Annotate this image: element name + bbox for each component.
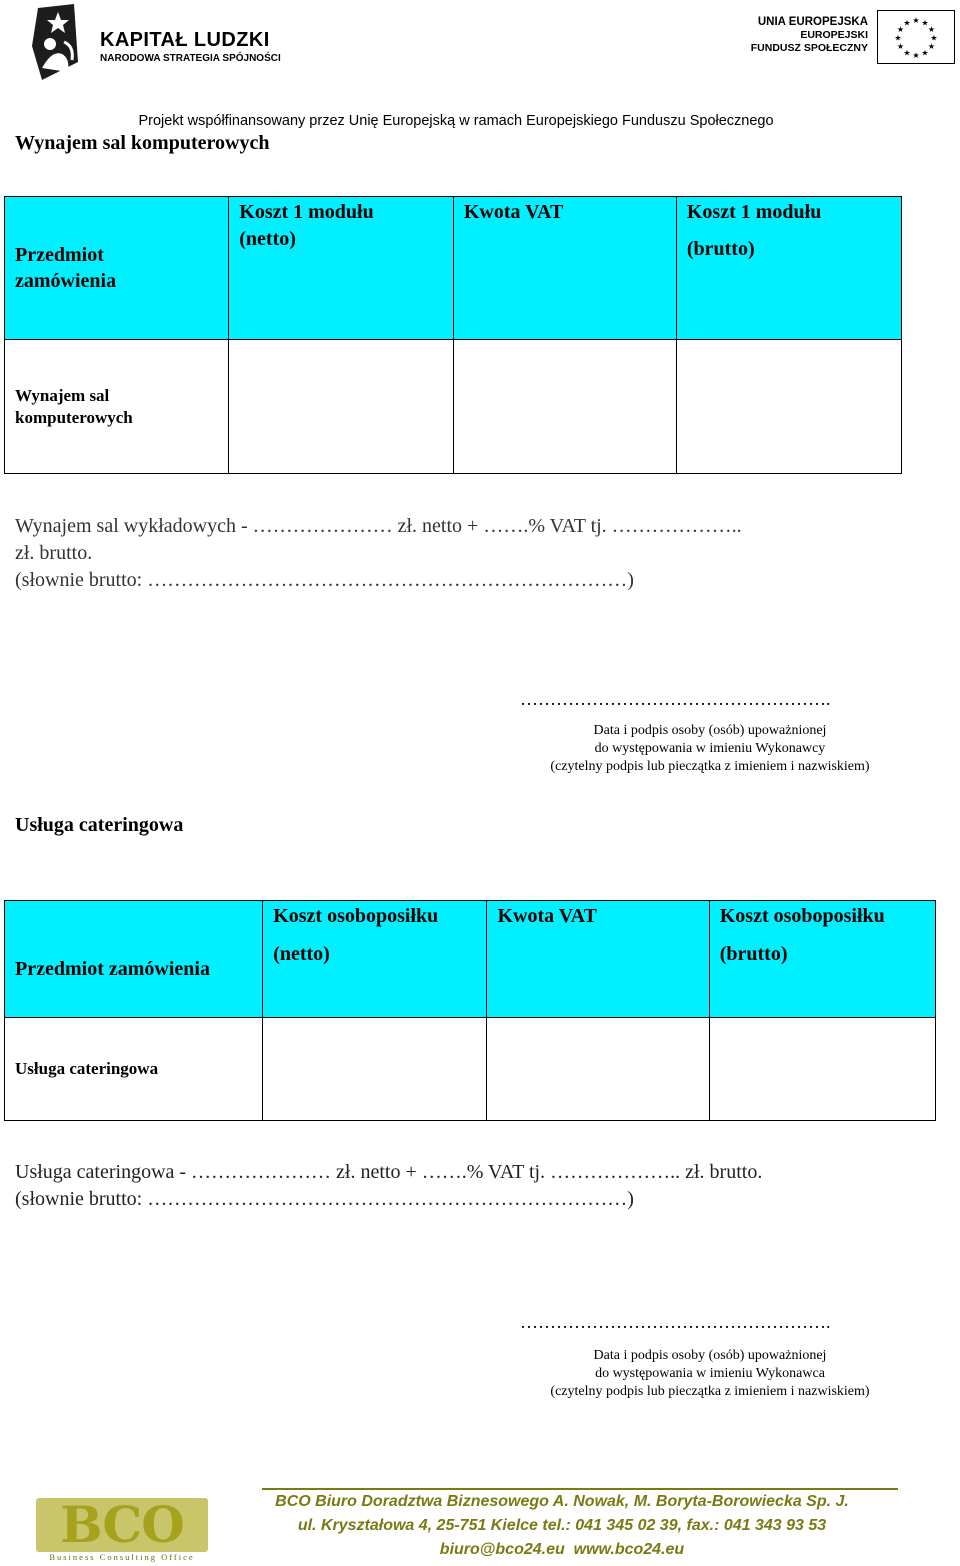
section1-signature <box>520 690 920 776</box>
section1-row-subject-text: Wynajem sal komputerowych <box>15 385 133 427</box>
section2-row-net[interactable] <box>263 1018 487 1121</box>
footer-line3: biuro@bco24.eu www.bco24.eu <box>439 1541 685 1558</box>
section2-header-gross-line1: Koszt osoboposiłku <box>719 905 885 927</box>
bco-logo-tagline: Business Consulting Office <box>49 1552 195 1562</box>
section2-title: Usługa cateringowa <box>15 814 184 836</box>
svg-text:★: ★ <box>912 16 920 25</box>
svg-text:★: ★ <box>930 33 938 43</box>
table-row <box>5 340 902 474</box>
section2-header-gross <box>709 901 935 1018</box>
svg-text:★: ★ <box>896 25 905 34</box>
section2-signature <box>520 1313 920 1401</box>
kapital-ludzki-title: KAPITAŁ LUDZKI <box>100 29 270 51</box>
section1-header-gross <box>676 197 901 340</box>
section1-header-subject <box>5 197 229 340</box>
section1-signature-dots: ……………………………………………. <box>520 690 831 708</box>
section2-header-net-line1: Koszt osoboposiłku <box>273 905 439 927</box>
section1-price-line3: (słownie brutto: ………………………………………………………………) <box>15 569 634 591</box>
section2-header-subject-text: Przedmiot zamówienia <box>15 957 210 980</box>
section2-row-subject-text: Usługa cateringowa <box>15 1059 159 1078</box>
section2-signature-line1: Data i podpis osoby (osób) upoważnionej <box>593 1348 827 1363</box>
kapital-ludzki-emblem-icon <box>28 2 84 84</box>
section1-row-net[interactable] <box>229 340 454 474</box>
svg-text:★: ★ <box>894 33 902 43</box>
section2-row-gross[interactable] <box>709 1018 935 1121</box>
section1-header-net-text: Koszt 1 modułu (netto) <box>239 201 374 250</box>
section2-signature-dots: ……………………………………………. <box>520 1313 831 1331</box>
section1-signature-line2: do występowania w imieniu Wykonawcy <box>594 741 826 756</box>
kapital-ludzki-logo <box>28 2 288 88</box>
svg-text:★: ★ <box>903 48 911 58</box>
eu-logo-line3: FUNDUSZ SPOŁECZNY <box>750 42 868 54</box>
section1-signature-line1: Data i podpis osoby (osób) upoważnionej <box>593 723 827 738</box>
svg-text:★: ★ <box>921 48 929 58</box>
footer-line2: ul. Kryształowa 4, 25-751 Kielce tel.: 041 345 02 39, fax.: 041 343 93 53 <box>297 1517 827 1534</box>
svg-text:★: ★ <box>921 18 929 28</box>
section1-table <box>4 196 902 474</box>
section2-header-net-line2: (netto) <box>273 943 330 965</box>
svg-text:★: ★ <box>927 25 936 34</box>
eu-logo <box>740 8 956 68</box>
section2-header-subject <box>5 901 263 1018</box>
footer-line1: BCO Biuro Doradztwa Biznesowego A. Nowak, M. Boryta-Borowiecka Sp. J. <box>275 1493 849 1510</box>
svg-text:★: ★ <box>927 42 936 51</box>
section2-row-vat[interactable] <box>487 1018 709 1121</box>
section1-price-line1: Wynajem sal wykładowych - ………………… zł. netto + …….% VAT tj. ……………….. <box>15 515 742 537</box>
project-cofinancing-line: Projekt współfinansowany przez Unię Europejską w ramach Europejskiego Funduszu Społecznego <box>138 113 774 129</box>
footer-rule <box>262 1488 898 1490</box>
kapital-ludzki-subtitle: NARODOWA STRATEGIA SPÓJNOŚCI <box>100 53 281 64</box>
section2-header-gross-line2: (brutto) <box>719 943 788 965</box>
svg-text:★: ★ <box>903 18 911 28</box>
section1-header-gross-line2: (brutto) <box>686 238 755 260</box>
section2-header-vat-text: Kwota VAT <box>497 905 597 927</box>
section1-table-header-row <box>5 197 902 340</box>
section2-signature-line3: (czytelny podpis lub pieczątka z imieniem i nazwiskiem) <box>550 1384 870 1399</box>
section1-title: Wynajem sal komputerowych <box>15 132 270 154</box>
section2-price-line1: Usługa cateringowa - ………………… zł. netto + …….% VAT tj. ……………….. zł. brutto. <box>15 1161 763 1183</box>
section2-header-vat <box>487 901 709 1018</box>
section1-row-vat[interactable] <box>453 340 676 474</box>
svg-text:★: ★ <box>896 42 905 51</box>
section1-row-subject <box>5 340 229 474</box>
section1-price-line2: zł. brutto. <box>15 542 93 564</box>
svg-text:★: ★ <box>912 51 920 60</box>
bco-logo <box>36 1495 208 1564</box>
section2-header-net <box>263 901 487 1018</box>
section1-header-gross-line1: Koszt 1 modułu <box>686 201 822 223</box>
section2-row-subject <box>5 1018 263 1121</box>
section2-table <box>4 900 936 1121</box>
eu-stars-flag-icon <box>877 10 955 64</box>
section2-price-line2: (słownie brutto: ………………………………………………………………) <box>15 1188 634 1210</box>
section1-signature-line3: (czytelny podpis lub pieczątka z imieniem i nazwiskiem) <box>550 759 870 774</box>
section1-header-vat-text: Kwota VAT <box>463 201 564 223</box>
bco-logo-letters: BCO <box>36 1498 208 1552</box>
eu-logo-text <box>740 16 868 55</box>
section1-header-vat <box>453 197 676 340</box>
eu-logo-line2: EUROPEJSKI <box>800 29 868 41</box>
section1-header-net <box>229 197 454 340</box>
section1-row-gross[interactable] <box>676 340 901 474</box>
section2-signature-line2: do występowania w imieniu Wykonawca <box>595 1366 825 1381</box>
section2-table-header-row <box>5 901 936 1018</box>
footer <box>0 1480 960 1566</box>
table-row <box>5 1018 936 1121</box>
eu-logo-line1: UNIA EUROPEJSKA <box>757 16 868 28</box>
section1-header-subject-text: Przedmiot zamówienia <box>15 244 117 292</box>
